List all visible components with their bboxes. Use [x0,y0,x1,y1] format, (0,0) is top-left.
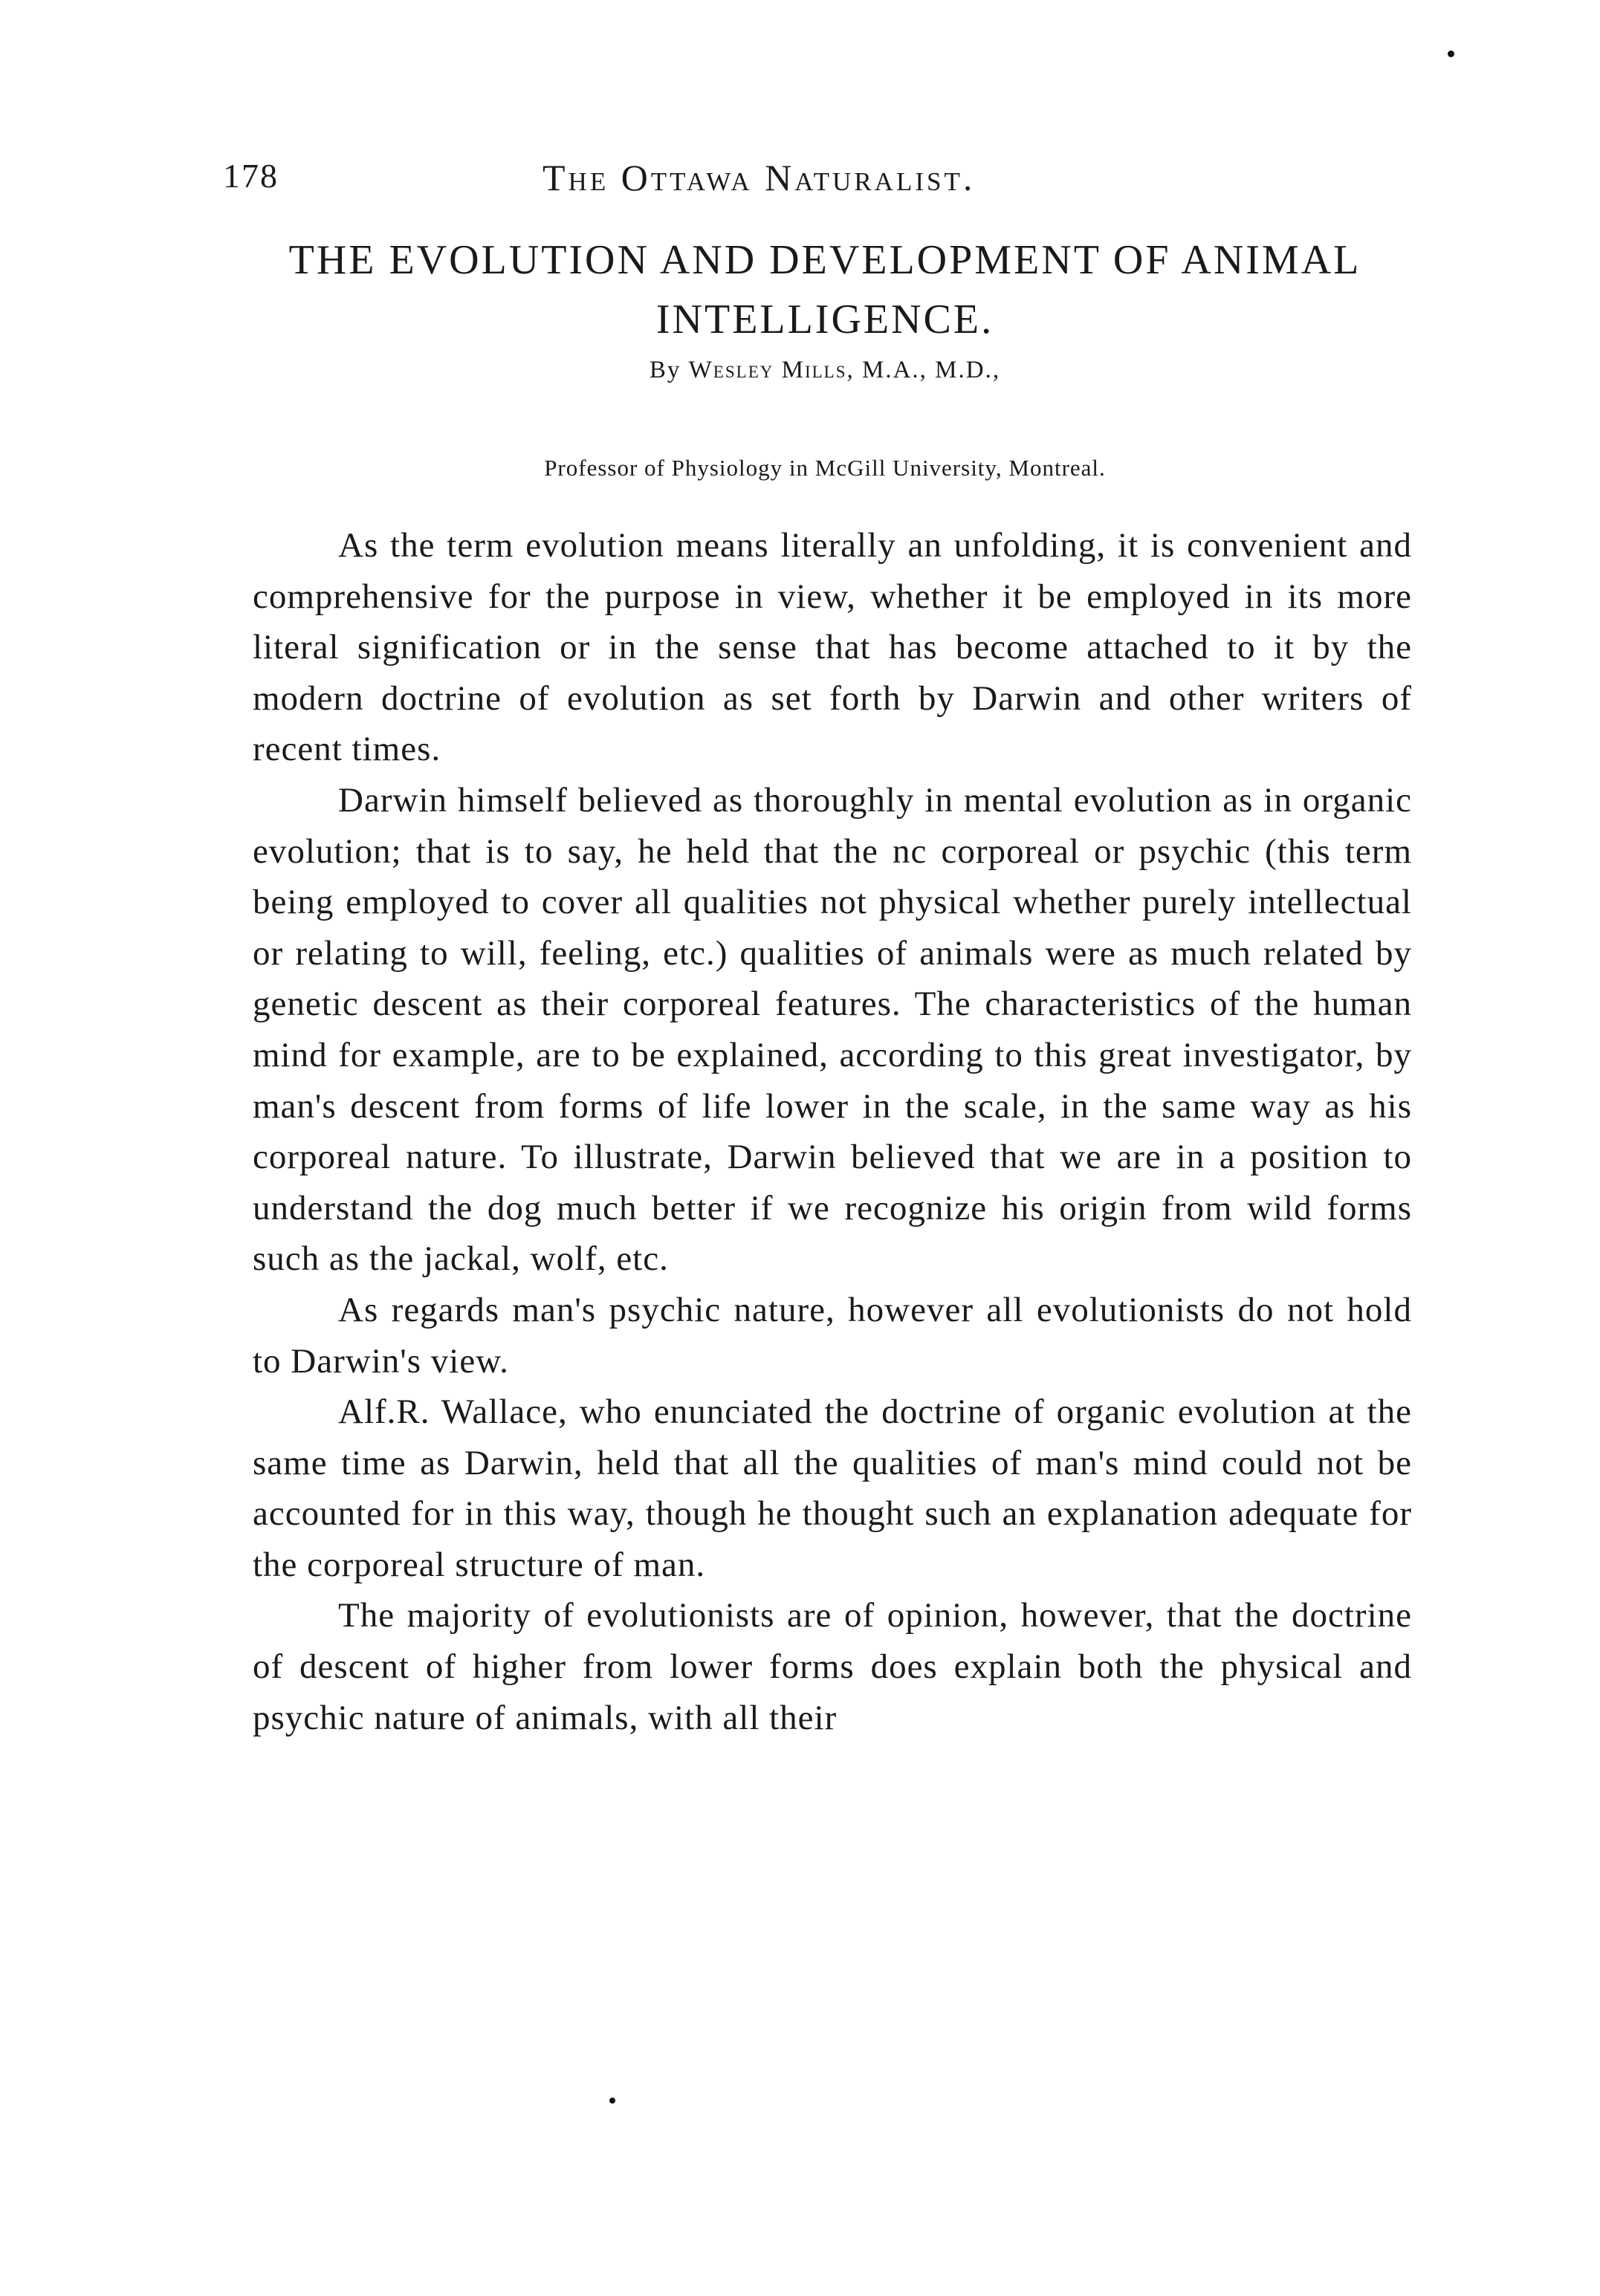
paragraph: The majority of evolutionists are of opinion, however, that the doctrine of descent of higher from lower forms does explain both the physical and psychic nature of animals, with all their [253,1596,1412,1737]
paragraph: Darwin himself believed as thoroughly in mental evolution as in organic evolution; that is to say, he held that the nc corporeal or psychic (this term being employed to cover all qualities not physical whether purely intellectual or relating to will, feeling, etc.) qualities of animals were as much related by genetic descent as their corporeal features. The characteristics of the human mind for example, are to be explained, according to this great investigator, by man's descent from forms of life lower in the scale, in the same way as his corporeal nature. To illustrate, Darwin believed that we are in a position to understand the dog much better if we recognize his origin from wild forms such as the jackal, wolf, etc. [253,780,1412,1279]
author-name: Wesley Mills, M.A., M.D., [688,357,1001,383]
running-head [223,156,1412,201]
paragraph: Alf.R. Wallace, who enunciated the doctrine of organic evolution at the same time as Darwin, held that all the qualities of man's mind could not be accounted for in this way, though he thought such an explanation adequate for the corporeal structure of man. [253,1392,1412,1584]
byline-prefix: By [649,357,681,383]
article-body [253,520,1412,1743]
ink-speck [1448,51,1454,57]
author-affiliation: Professor of Physiology in McGill University, Montreal. [544,455,1106,481]
page-number: 178 [223,157,279,195]
paragraph: As the term evolution means literally an unfolding, it is convenient and comprehensive for the purpose in view, whether it be employed in its more literal signification or in the sense that has become attached to it by the modern doctrine of evolution as set forth by Darwin and other writers of recent times. [253,526,1412,769]
paragraph: As regards man's psychic nature, however all evolutionists do not hold to Darwin's view. [253,1290,1412,1381]
article-title: THE EVOLUTION AND DEVELOPMENT OF ANIMAL INTELLIGENCE. [288,237,1361,343]
byline [245,357,1405,384]
ink-speck [609,2098,615,2104]
journal-name: The Ottawa Naturalist. [542,157,976,198]
